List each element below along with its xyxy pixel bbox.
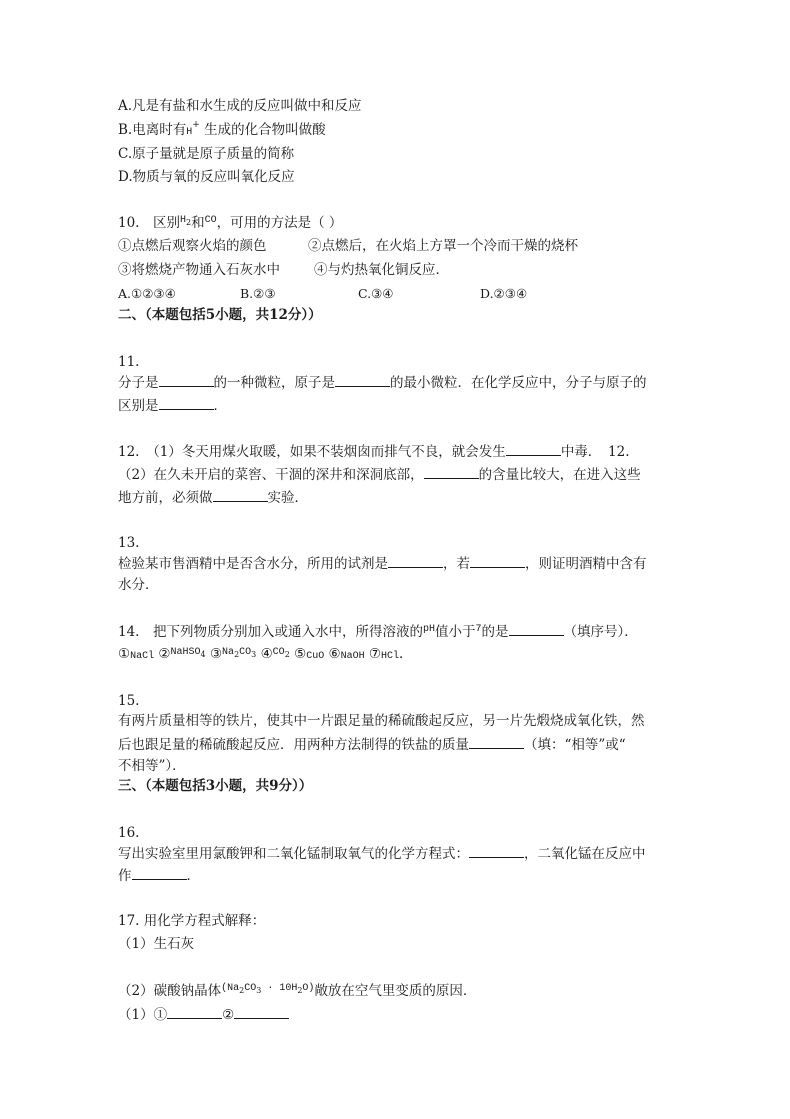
q14-na2co3-sub2: 3	[251, 650, 257, 659]
q14-seven: 7	[475, 624, 482, 635]
q13-text-c: ，则证明酒精中含有	[525, 556, 647, 572]
q16-blank-2[interactable]	[132, 865, 187, 880]
q16-text-a: 写出实验室里用氯酸钾和二氧化锰制取氧气的化学方程式：	[118, 846, 469, 862]
q15-blank[interactable]	[469, 734, 524, 749]
q17-formula-water: · 10H	[261, 983, 298, 994]
q11-text-a: 分子是	[118, 375, 159, 391]
q16-blank-1[interactable]	[469, 843, 524, 858]
q17-formula-sub3: 2	[297, 986, 303, 995]
q15-text-b: （填：“相等”或“	[524, 737, 626, 753]
q12-text-c: （2）在久未开启的菜窖、干涸的深井和深洞底部，	[118, 467, 424, 483]
q14-hcl: HCl	[381, 651, 400, 662]
q10-choice-c: C.③④	[358, 286, 394, 301]
q13-text-a: 检验某市售酒精中是否含水分，所用的试剂是	[118, 556, 388, 572]
q14-index-2: ②	[158, 646, 171, 662]
q10-methods-row1	[118, 236, 578, 256]
q14-substances	[118, 644, 413, 667]
q17-answer-label-1: （1）①	[118, 1007, 168, 1023]
q14-index-5: ⑤	[294, 646, 307, 662]
q10-prefix: 10. 区别	[118, 215, 180, 231]
q15-line2	[118, 734, 626, 755]
q17-part1: （1）生石灰	[118, 936, 195, 952]
q17-formula-sub2: 3	[256, 986, 262, 995]
q14-text-b: 值小于	[435, 624, 476, 640]
q10-suffix: ，可用的方法是（ ）	[216, 215, 343, 231]
q10-choice-a: A.①②③④	[118, 286, 176, 301]
q10-choice-d: D.②③④	[480, 286, 528, 301]
q17-title: 17. 用化学方程式解释：	[118, 913, 266, 929]
q12-text-e: 地方前，必须做	[118, 490, 213, 506]
q9-b-suffix: 生成的化合物叫做酸	[204, 122, 326, 138]
q11-blank-3[interactable]	[159, 395, 214, 410]
q13-blank-1[interactable]	[388, 553, 443, 568]
q14-na2co3-sub1: 2	[234, 650, 240, 659]
q12-line2	[118, 464, 641, 485]
q12-text-d: 的含量比较大，在进入这些	[478, 467, 641, 483]
q17-part2	[118, 981, 476, 1004]
q14-text-a: 14. 把下列物质分别加入或通入水中，所得溶液的	[118, 624, 423, 640]
q11-blank-1[interactable]	[159, 372, 214, 387]
q9-option-a: A.凡是有盐和水生成的反应叫做中和反应	[118, 98, 362, 114]
q17-blank-1[interactable]	[167, 1004, 222, 1019]
q17-text-b: 敞放在空气里变质的原因．	[314, 983, 477, 999]
q14-index-1: ①	[118, 646, 131, 662]
q10-stem	[118, 213, 342, 236]
q9-option-b	[118, 120, 326, 143]
q12-blank-3[interactable]	[213, 487, 268, 502]
q17-answer	[118, 1004, 289, 1025]
q14-na2co3-co: CO	[239, 647, 252, 658]
q9-b-ion: H	[186, 127, 193, 138]
q14-text-c: 的是	[481, 624, 509, 640]
q14-co2-sub: 2	[284, 650, 290, 659]
q11-text-e: ．	[213, 398, 227, 414]
q14-index-6: ⑥	[328, 646, 341, 662]
q10-method-3: ③将燃烧产物通入石灰水中	[118, 262, 280, 278]
q15-number: 15.	[118, 693, 140, 709]
q13-line1	[118, 553, 647, 574]
q12-text-f: 实验．	[267, 490, 308, 506]
q15-line3: 不相等”）．	[118, 758, 186, 774]
q17-formula-sub1: 2	[239, 986, 245, 995]
section-2-heading: 二、（本题包括5小题，共12分））	[118, 307, 322, 323]
q11-line2	[118, 395, 227, 416]
q15-line1: 有两片质量相等的铁片，使其中一片跟足量的稀硫酸起反应，另一片先煅烧成氧化铁，然	[118, 713, 645, 729]
q12-line1	[118, 441, 630, 462]
q16-text-c: 作	[118, 868, 132, 884]
q17-blank-2[interactable]	[234, 1004, 289, 1019]
q13-text-b: ，若	[443, 556, 470, 572]
q15-text-a: 后也跟足量的稀硫酸起反应．用两种方法制得的铁盐的质量	[118, 737, 469, 753]
q12-blank-2[interactable]	[424, 464, 479, 479]
q16-line1	[118, 843, 646, 864]
q14-nacl: NaCl	[130, 651, 155, 662]
q13-blank-2[interactable]	[470, 553, 525, 568]
q10-methods-row2	[118, 260, 449, 280]
q12-line3	[118, 487, 308, 508]
q14-index-7: ⑦	[368, 646, 382, 662]
q14-co2: CO	[272, 647, 285, 658]
q16-line2	[118, 865, 200, 886]
q11-text-c: 的最小微粒．在化学反应中，分子与原子的	[390, 375, 647, 391]
q13-line2: 水分．	[118, 577, 159, 593]
q13-number: 13.	[118, 535, 140, 551]
q12-text-b: 中毒． 12.	[560, 444, 630, 460]
q14-index-3: ③	[209, 646, 223, 662]
q14-index-4: ④	[260, 646, 273, 662]
q14-stem	[118, 621, 638, 645]
q14-cuo: CuO	[306, 651, 325, 662]
q9-b-prefix: B.电离时有	[118, 122, 187, 138]
q17-formula-close: O)	[302, 983, 315, 994]
q9-option-d: D.物质与氧的反应叫氧化反应	[118, 169, 295, 185]
q12-blank-1[interactable]	[506, 441, 561, 456]
q11-number: 11.	[118, 354, 140, 370]
q14-nahso4: NaHSO	[170, 647, 201, 658]
q17-text-a: （2）碳酸钠晶体	[118, 983, 222, 999]
q10-co: CO	[204, 215, 217, 226]
q11-line1	[118, 372, 647, 393]
q10-method-4: ④与灼热氧化铜反应．	[314, 262, 449, 278]
q14-end: ．	[399, 646, 413, 662]
q10-h2-sub: 2	[186, 218, 192, 227]
q11-blank-2[interactable]	[335, 372, 390, 387]
q11-text-b: 的一种微粒，原子是	[213, 375, 335, 391]
q16-number: 16.	[118, 825, 140, 841]
q17-formula-open: (Na	[221, 983, 240, 994]
q10-method-1: ①点燃后观察火焰的颜色	[118, 238, 267, 254]
q10-and: 和	[191, 215, 205, 231]
q17-answer-label-2: ②	[222, 1007, 235, 1023]
q17-formula-co: CO	[244, 983, 257, 994]
q14-nahso4-sub: 4	[200, 650, 206, 659]
q14-text-d: （填序号）．	[563, 624, 638, 640]
section-3-heading: 三、（本题包括3小题，共9分））	[118, 778, 313, 794]
q10-h2: H	[179, 215, 186, 226]
q10-method-2: ②点燃后，在火焰上方罩一个冷而干燥的烧杯	[308, 238, 578, 254]
q14-naoh: NaOH	[340, 651, 365, 662]
q16-text-d: ．	[186, 868, 200, 884]
q11-text-d: 区别是	[118, 398, 159, 414]
q14-blank[interactable]	[509, 621, 564, 636]
q12-text-a: 12. （1）冬天用煤火取暖，如果不装烟囱而排气不良，就会发生	[118, 444, 506, 460]
q9-option-c: C.原子量就是原子质量的简称	[118, 146, 295, 162]
q14-na2co3: Na	[222, 647, 235, 658]
q9-b-charge: +	[192, 120, 200, 130]
q10-choice-b: B.②③	[240, 286, 276, 301]
q10-choices	[118, 284, 528, 304]
q16-text-b: ，二氧化锰在反应中	[524, 846, 646, 862]
q14-ph: pH	[422, 624, 435, 635]
